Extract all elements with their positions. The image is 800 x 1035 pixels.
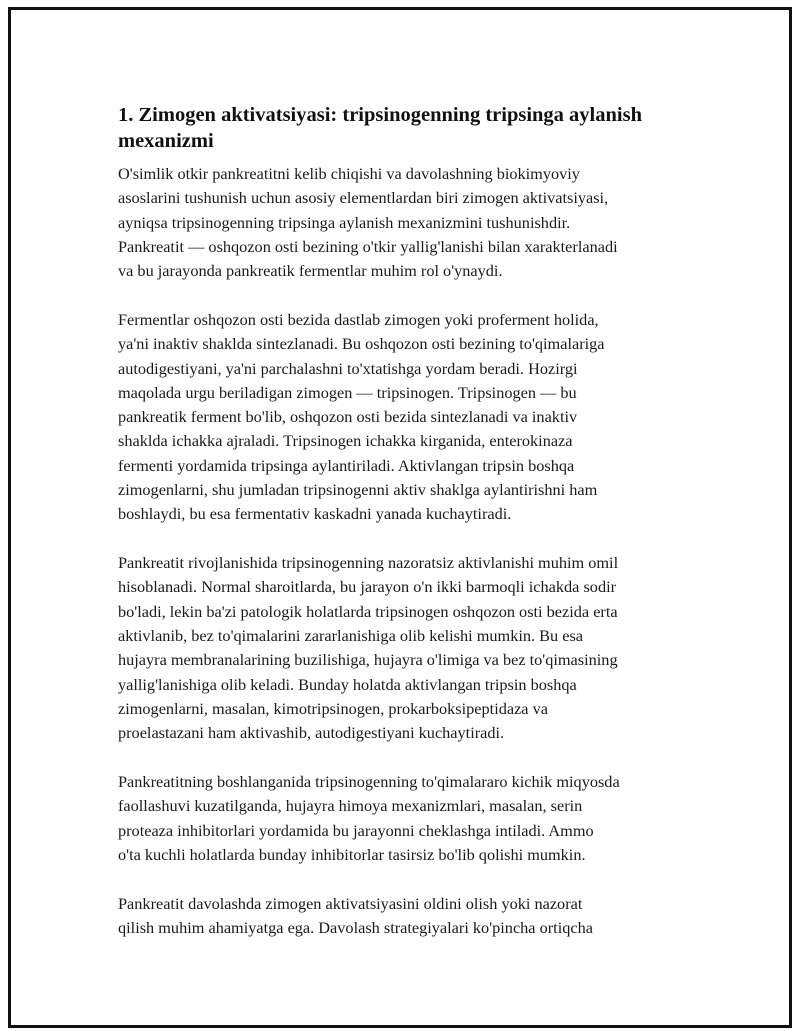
- paragraph-5: Pankreatit davolashda zimogen aktivatsiyasini oldini olish yoki nazorat qilish muhim ahamiyatga ega. Davolash strategiyalari ko'pincha ortiqcha: [118, 893, 593, 938]
- page-frame: [8, 7, 792, 1028]
- document-body: [118, 102, 698, 965]
- section-heading: 1. Zimogen aktivatsiyasi: tripsinogenning tripsinga aylanish mexanizmi: [118, 104, 642, 152]
- paragraph-4: Pankreatitning boshlanganida tripsinogenning to'qimalararo kichik miqyosda faollashuvi kuzatilganda, hujayra himoya mexanizmlari, masalan, serin proteaza inhibitorlari yordamida bu jarayonni cheklashga intiladi. Ammo o'ta kuchli holatlarda bunday inhibitorlar tasirsiz bo'lib qolishi mumkin.: [118, 772, 620, 864]
- paragraph-2: Fermentlar oshqozon osti bezida dastlab zimogen yoki proferment holida, ya'ni inaktiv shaklda sintezlanadi. Bu oshqozon osti bezining to'qimalariga autodigestiyani, ya'ni parchalashni to'xtatishga yordam beradi. Hozirgi maqolada urgu beriladigan zimogen — tripsinogen. Tripsinogen — bu pankreatik ferment bo'lib, oshqozon osti bezida sintezlanadi va inaktiv shaklda ichakka ajraladi. Tripsinogen ichakka kirganida, enterokinaza fermenti yordamida tripsinga aylantiriladi. Aktivlangan tripsin boshqa zimogenlarni, shu jumladan tripsinogenni aktiv shaklga aylantirishni ham boshlaydi, bu esa fermentativ kaskadni yanada kuchaytiradi.: [118, 309, 605, 524]
- paragraph-3: Pankreatit rivojlanishida tripsinogenning nazoratsiz aktivlanishi muhim omil hisoblanadi. Normal sharoitlarda, bu jarayon o'n ikki barmoqli ichakda sodir bo'ladi, lekin ba'zi patologik holatlarda tripsinogen oshqozon osti bezida erta aktivlanib, bez to'qimalarini zararlanishiga olib kelishi mumkin. Bu esa hujayra membranalarining buzilishiga, hujayra o'limiga va bez to'qimasining yallig'lanishiga olib keladi. Bunday holatda aktivlangan tripsin boshqa zimogenlarni, masalan, kimotripsinogen, prokarboksipeptidaza va proelastazani ham aktivashib, autodigestiyani kuchaytiradi.: [118, 553, 619, 743]
- paragraph-1: O'simlik otkir pankreatitni kelib chiqishi va davolashning biokimyoviy asoslarini tushunish uchun asosiy elementlardan biri zimogen aktivatsiyasi, ayniqsa tripsinogenning tripsinga aylanish mexanizmini tushunishdir. Pankreatit — oshqozon osti bezining o'tkir yallig'lanishi bilan xarakterlanadi va bu jarayonda pankreatik fermentlar muhim rol o'ynaydi.: [118, 164, 618, 281]
